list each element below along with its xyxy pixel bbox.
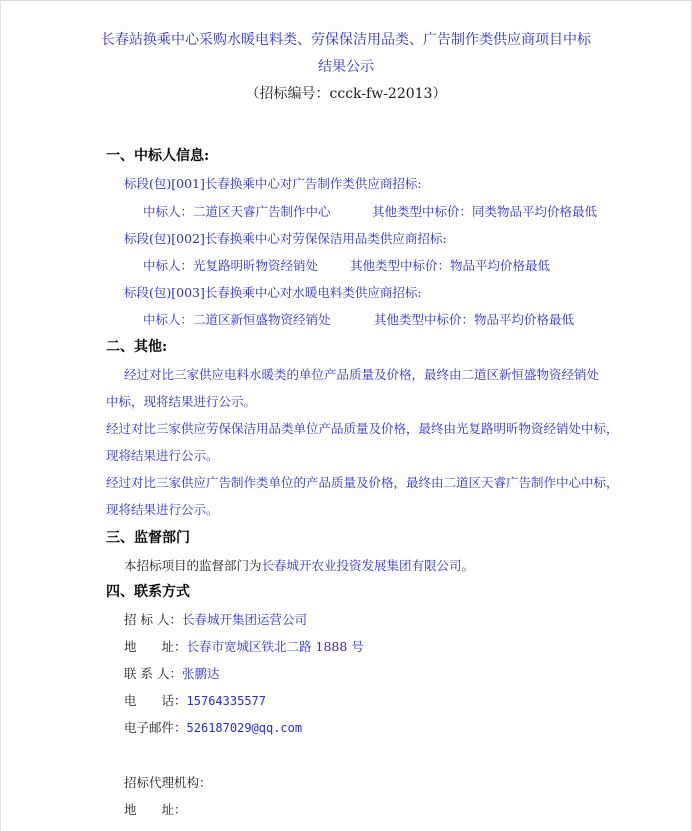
supervision-org: 长春城开农业投资发展集团有限公司 [261, 558, 462, 573]
lot3-title: 标段(包)[003]长春换乘中心对水暖电料类供应商招标: [124, 285, 422, 300]
document-title-line2: 结果公示 [318, 59, 374, 75]
section2-heading: 二、其他: [106, 339, 168, 355]
section2-p3-line2: 现将结果进行公示。 [106, 502, 219, 517]
phone-value: 15764335577 [186, 694, 266, 708]
page-top-border [0, 0, 692, 1]
section3-heading: 三、监督部门 [106, 530, 190, 546]
lot2-price-type: 其他类型中标价：物品平均价格最低 [350, 258, 551, 273]
lot2-winner: 中标人：光复路明昕物资经销处 [143, 258, 319, 273]
tenderer-label: 招 标 人： [124, 612, 182, 627]
lot1-price-type: 其他类型中标价：同类物品平均价格最低 [372, 204, 598, 219]
section2-p2-line1: 经过对比三家供应劳保保洁用品类单位产品质量及价格，最终由光复路明昕物资经销处中标， [106, 421, 619, 436]
document-title-line1: 长春站换乘中心采购水暖电料类、劳保保洁用品类、广告制作类供应商项目中标 [101, 32, 591, 48]
lot2-title: 标段(包)[002]长春换乘中心对劳保保洁用品类供应商招标: [124, 231, 447, 246]
address-value: 长春市宽城区铁北二路 1888 号 [186, 639, 364, 654]
lot1-title: 标段(包)[001]长春换乘中心对广告制作类供应商招标: [124, 176, 422, 191]
email-label: 电子邮件： [124, 720, 187, 735]
page-left-border [0, 0, 1, 831]
tenderer-row [124, 612, 307, 628]
agency-label: 招标代理机构： [124, 775, 212, 790]
supervision-prefix: 本招标项目的监督部门为 [124, 558, 262, 573]
section2-p1-line2: 中标，现将结果进行公示。 [106, 394, 257, 409]
phone-row [124, 693, 266, 709]
tenderer-value: 长春城开集团运营公司 [181, 612, 307, 627]
email-row [124, 720, 302, 736]
section1-heading: 一、中标人信息: [106, 148, 210, 164]
phone-label: 电 话： [124, 693, 187, 708]
contact-value: 张鹏达 [181, 666, 220, 681]
agency-address-label: 地 址： [124, 802, 187, 817]
address-row [124, 639, 364, 655]
lot3-price-type: 其他类型中标价：物品平均价格最低 [374, 312, 575, 327]
section4-heading: 四、联系方式 [106, 584, 190, 600]
contact-row [124, 666, 219, 682]
section2-p1-line1: 经过对比三家供应电料水暖类的单位产品质量及价格，最终由二道区新恒盛物资经销处 [124, 367, 600, 382]
supervision-text [124, 558, 474, 574]
email-value: 526187029@qq.com [186, 721, 303, 735]
lot3-winner: 中标人：二道区新恒盛物资经销处 [143, 312, 331, 327]
supervision-suffix: 。 [461, 558, 475, 573]
bid-number: （招标编号：ccck-fw-22013） [245, 86, 447, 102]
section2-p3-line1: 经过对比三家供应广告制作类单位的产品质量及价格，最终由二道区天睿广告制作中心中标， [106, 475, 619, 490]
section2-p2-line2: 现将结果进行公示。 [106, 448, 219, 463]
address-label: 地 址： [124, 639, 187, 654]
lot1-winner: 中标人：二道区天睿广告制作中心 [143, 204, 331, 219]
contact-label: 联 系 人： [124, 666, 182, 681]
